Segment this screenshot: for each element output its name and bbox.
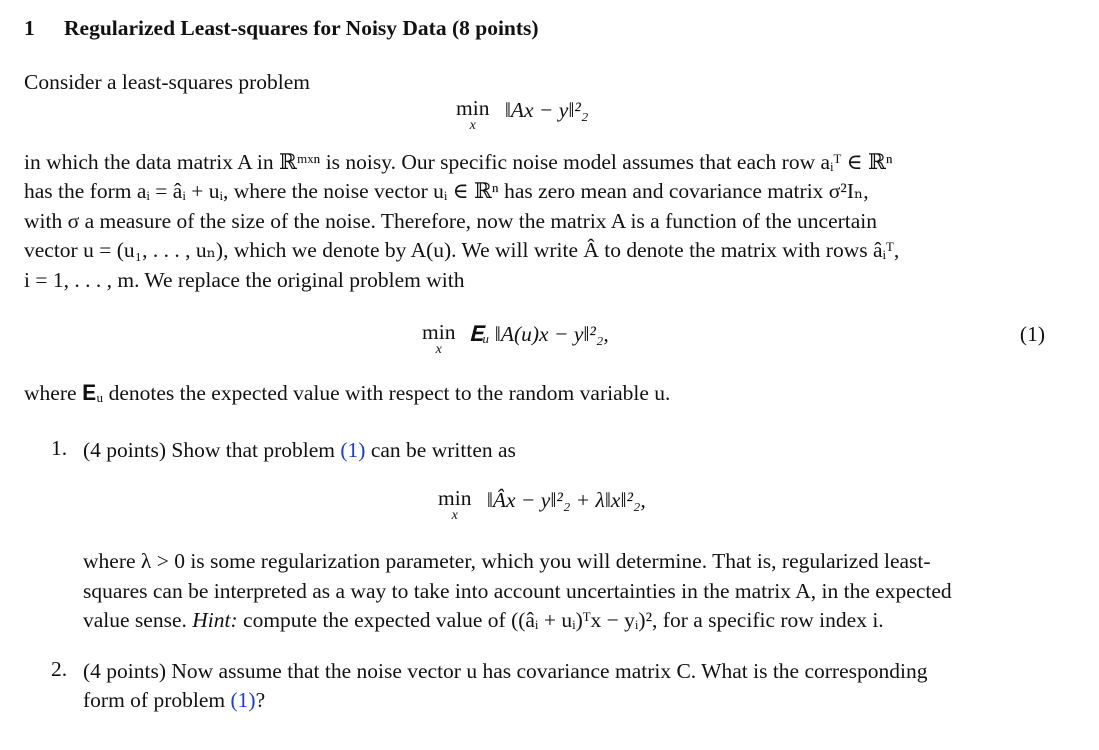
item-1-number: 1. [51, 436, 68, 460]
intro-text: Consider a least-squares problem [24, 70, 310, 94]
item-1-after-2: squares can be interpreted as a way to take into account uncertainties in the matrix A, in the expected [83, 579, 952, 603]
item-2-number: 2. [51, 657, 68, 681]
hint-label: Hint: [192, 608, 238, 632]
argmin-operator [456, 98, 489, 134]
argmin-operator [438, 488, 471, 524]
argmin-operator [422, 322, 455, 358]
equation-least-squares [456, 98, 588, 134]
least-squares-objective: ‖Ax − y‖²₂ [504, 98, 589, 122]
min-subscript: x [435, 342, 442, 357]
item-1-after-1: where λ > 0 is some regularization parameter, which you will determine. That is, regularized least- [83, 549, 931, 573]
body-line-2: has the form aᵢ = âᵢ + uᵢ, where the noise vector uᵢ ∈ ℝⁿ has zero mean and covariance matrix σ²Iₙ, [24, 179, 869, 203]
item-2-pre: form of problem [83, 688, 226, 712]
expected-objective: 𝐄ᵤ ‖A(u)x − y‖²₂, [468, 322, 609, 346]
where-line: where 𝐄ᵤ denotes the expected value with respect to the random variable u. [24, 381, 671, 405]
equation-ref-link[interactable]: (1) [340, 438, 366, 462]
after-3-pre: value sense. [83, 608, 187, 632]
item-1-tail-text: can be written as [370, 438, 516, 462]
item-2-line-2 [83, 686, 265, 716]
min-subscript: x [451, 508, 458, 523]
equation-number: (1) [1019, 322, 1045, 346]
section-title: Regularized Least-squares for Noisy Data (8 points) [64, 16, 539, 40]
after-3-post: compute the expected value of ((âᵢ + uᵢ)ᵀx − yᵢ)², for a specific row index i. [243, 608, 884, 632]
section-number: 1 [24, 16, 35, 40]
body-line-3: with σ a measure of the size of the noise. Therefore, now the matrix A is a function of the uncertain [24, 209, 878, 233]
min-label: min [456, 96, 490, 120]
equation-regularized [438, 488, 646, 524]
item-1-lead-text: (4 points) Show that problem [83, 438, 336, 462]
min-subscript: x [469, 118, 476, 133]
min-label: min [422, 320, 456, 344]
equation-1 [422, 322, 609, 358]
body-line-4: vector u = (u₁, . . . , uₙ), which we denote by A(u). We will write Â to denote the matrix with rows âᵢᵀ, [24, 238, 900, 262]
regularized-objective: ‖Âx − y‖²₂ + λ‖x‖²₂, [486, 488, 646, 512]
item-2-line-1: (4 points) Now assume that the noise vector u has covariance matrix C. What is the corresponding [83, 659, 928, 683]
equation-ref-link[interactable]: (1) [230, 688, 256, 712]
body-line-5: i = 1, . . . , m. We replace the original problem with [24, 268, 465, 292]
item-1-lead [83, 436, 516, 466]
item-1-after-3 [83, 606, 884, 636]
item-2-post: ? [255, 688, 266, 712]
body-line-1: in which the data matrix A in ℝᵐˣⁿ is noisy. Our specific noise model assumes that each row aᵢᵀ ∈ ℝⁿ [24, 150, 893, 174]
min-label: min [438, 486, 472, 510]
section-heading [24, 16, 539, 41]
